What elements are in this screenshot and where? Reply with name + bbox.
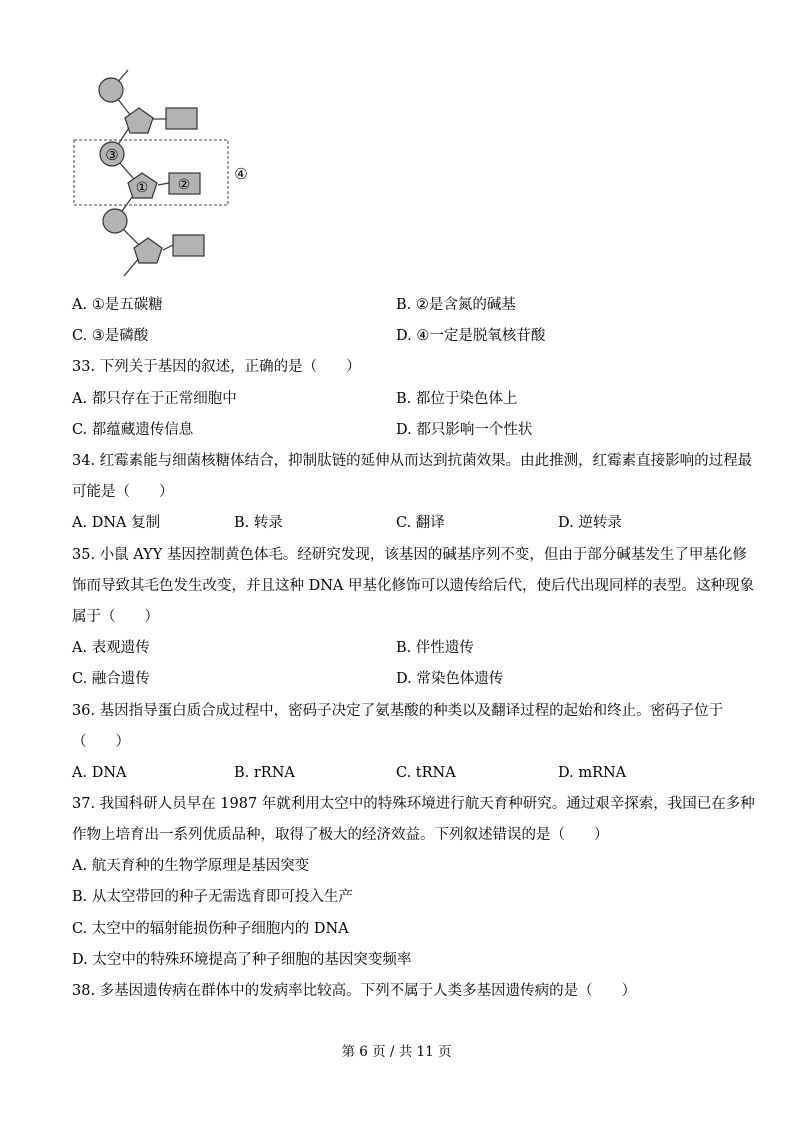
phosphate-circle xyxy=(99,78,123,102)
q34-option-a: A. DNA 复制 xyxy=(72,515,161,531)
q34-option-c: C. 翻译 xyxy=(396,515,445,531)
label-one: ① xyxy=(135,180,149,196)
q32-option-a: A. ①是五碳糖 xyxy=(72,297,163,313)
q35-option-a: A. 表观遗传 xyxy=(72,640,150,656)
q37-option-c: C. 太空中的辐射能损伤种子细胞内的 DNA xyxy=(72,921,349,937)
q38-stem: 38. 多基因遗传病在群体中的发病率比较高。下列不属于人类多基因遗传病的是（ ） xyxy=(72,983,637,999)
q36-option-d: D. mRNA xyxy=(558,765,627,781)
q34-option-b: B. 转录 xyxy=(234,515,283,531)
label-three: ③ xyxy=(105,146,119,164)
nucleotide-chain-diagram xyxy=(72,62,262,282)
q36-stem-line1: 36. 基因指导蛋白质合成过程中，密码子决定了氨基酸的种类以及翻译过程的起始和终止。密码子位于 xyxy=(72,703,724,719)
q33-option-c: C. 都蕴藏遗传信息 xyxy=(72,422,194,438)
q33-option-d: D. 都只影响一个性状 xyxy=(396,422,533,438)
q36-stem-line2: （ ） xyxy=(72,734,130,750)
q34-stem-line2: 可能是（ ） xyxy=(72,484,174,500)
q37-option-d: D. 太空中的特殊环境提高了种子细胞的基因突变频率 xyxy=(72,952,412,968)
q32-option-d: D. ④一定是脱氧核苷酸 xyxy=(396,328,546,344)
q35-stem-line3: 属于（ ） xyxy=(72,609,159,625)
q33-option-a: A. 都只存在于正常细胞中 xyxy=(72,391,237,407)
base-rectangle xyxy=(173,235,204,256)
phosphate-circle xyxy=(103,209,127,233)
page-footer: 第 6 页 / 共 11 页 xyxy=(341,1044,452,1060)
q32-option-c: C. ③是磷酸 xyxy=(72,328,149,344)
label-two: ② xyxy=(177,177,191,193)
q35-stem-line1: 35. 小鼠 AYY 基因控制黄色体毛。经研究发现，该基因的碱基序列不变，但由于部分碱基发生了甲基化修 xyxy=(72,547,747,563)
pentose-pentagon xyxy=(134,238,162,263)
q34-option-d: D. 逆转录 xyxy=(558,515,622,531)
q37-stem-line2: 作物上培育出一系列优质品种，取得了极大的经济效益。下列叙述错误的是（ ） xyxy=(72,827,609,843)
label-four: ④ xyxy=(234,165,248,183)
q35-option-b: B. 伴性遗传 xyxy=(396,640,474,656)
q35-stem-line2: 饰而导致其毛色发生改变，并且这种 DNA 甲基化修饰可以遗传给后代，使后代出现同样的表型。这种现象 xyxy=(72,578,754,594)
q35-option-c: C. 融合遗传 xyxy=(72,671,150,687)
q33-option-b: B. 都位于染色体上 xyxy=(396,391,518,407)
q37-stem-line1: 37. 我国科研人员早在 1987 年就利用太空中的特殊环境进行航天育种研究。通过艰辛探索，我国已在多种 xyxy=(72,796,755,812)
q35-option-d: D. 常染色体遗传 xyxy=(396,671,504,687)
q33-stem: 33. 下列关于基因的叙述，正确的是（ ） xyxy=(72,359,361,375)
base-rectangle xyxy=(166,108,197,129)
q37-option-a: A. 航天育种的生物学原理是基因突变 xyxy=(72,858,310,874)
q34-stem-line1: 34. 红霉素能与细菌核糖体结合，抑制肽链的延伸从而达到抗菌效果。由此推测，红霉素直接影响的过程最 xyxy=(72,453,753,469)
q36-option-c: C. tRNA xyxy=(396,765,456,781)
pentose-pentagon xyxy=(125,108,153,133)
q37-option-b: B. 从太空带回的种子无需选育即可投入生产 xyxy=(72,889,353,905)
q36-option-b: B. rRNA xyxy=(234,765,295,781)
q32-option-b: B. ②是含氮的碱基 xyxy=(396,297,516,313)
q36-option-a: A. DNA xyxy=(72,765,127,781)
